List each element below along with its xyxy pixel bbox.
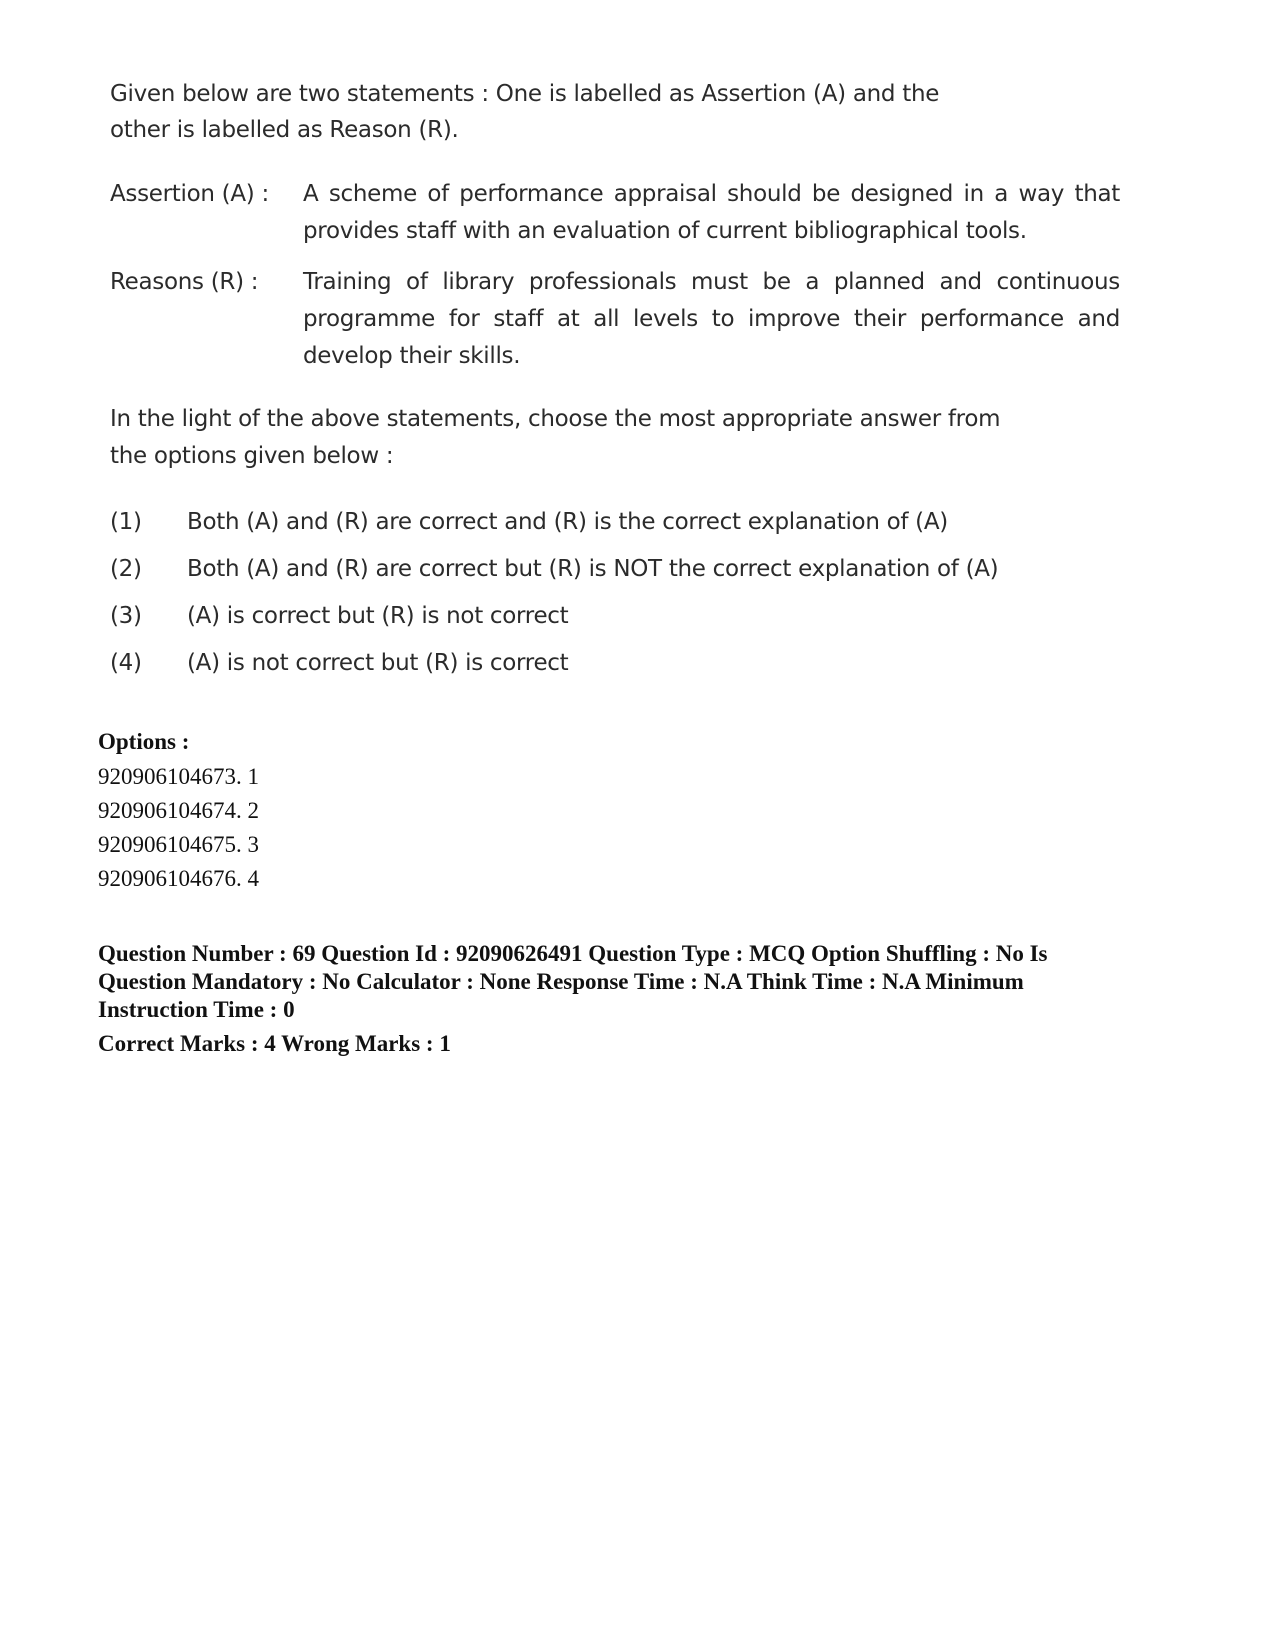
choice-number: (1) <box>110 509 142 535</box>
metadata-line: Question Mandatory : No Calculator : None Response Time : N.A Think Time : N.A Minimum <box>98 969 1024 994</box>
choice-number: (3) <box>110 603 142 629</box>
answer-choices <box>110 499 1120 687</box>
metadata-line: Instruction Time : 0 <box>98 997 295 1022</box>
question-metadata <box>98 940 1158 1058</box>
answer-choice <box>110 546 1120 593</box>
answer-choice <box>110 640 1120 687</box>
question-prompt: In the light of the above statements, choose the most appropriate answer from the options given below : <box>110 406 1001 469</box>
option-id-row: 920906104676. 4 <box>98 866 259 891</box>
option-id-row: 920906104675. 3 <box>98 832 259 857</box>
option-id-row: 920906104674. 2 <box>98 798 259 823</box>
question-image <box>110 76 1120 687</box>
choice-number: (2) <box>110 556 142 582</box>
reason-row <box>110 264 1120 375</box>
answer-choice <box>110 593 1120 640</box>
question-intro: Given below are two statements : One is labelled as Assertion (A) and the other is labelled as Reason (R). <box>110 81 940 143</box>
choice-text: Both (A) and (R) are correct but (R) is NOT the correct explanation of (A) <box>187 556 999 582</box>
metadata-line: Question Number : 69 Question Id : 92090626491 Question Type : MCQ Option Shuffling : No Is <box>98 941 1048 966</box>
assertion-row <box>110 176 1120 250</box>
assertion-text: A scheme of performance appraisal should be designed in a way that provides staff with an evaluation of current bibliographical tools. <box>303 181 1120 244</box>
assertion-label: Assertion (A) : <box>110 181 269 207</box>
options-section <box>98 725 259 896</box>
choice-text: (A) is correct but (R) is not correct <box>187 603 569 629</box>
choice-text: Both (A) and (R) are correct and (R) is the correct explanation of (A) <box>187 509 948 535</box>
option-id-row: 920906104673. 1 <box>98 764 259 789</box>
choice-number: (4) <box>110 650 142 676</box>
options-heading: Options : <box>98 729 190 754</box>
reason-text: Training of library professionals must be a planned and continuous programme for staff at all levels to improve their performance and develop their skills. <box>303 269 1120 369</box>
answer-choice <box>110 499 1120 546</box>
marks-line: Correct Marks : 4 Wrong Marks : 1 <box>98 1031 451 1056</box>
choice-text: (A) is not correct but (R) is correct <box>187 650 569 676</box>
reason-label: Reasons (R) : <box>110 269 259 295</box>
